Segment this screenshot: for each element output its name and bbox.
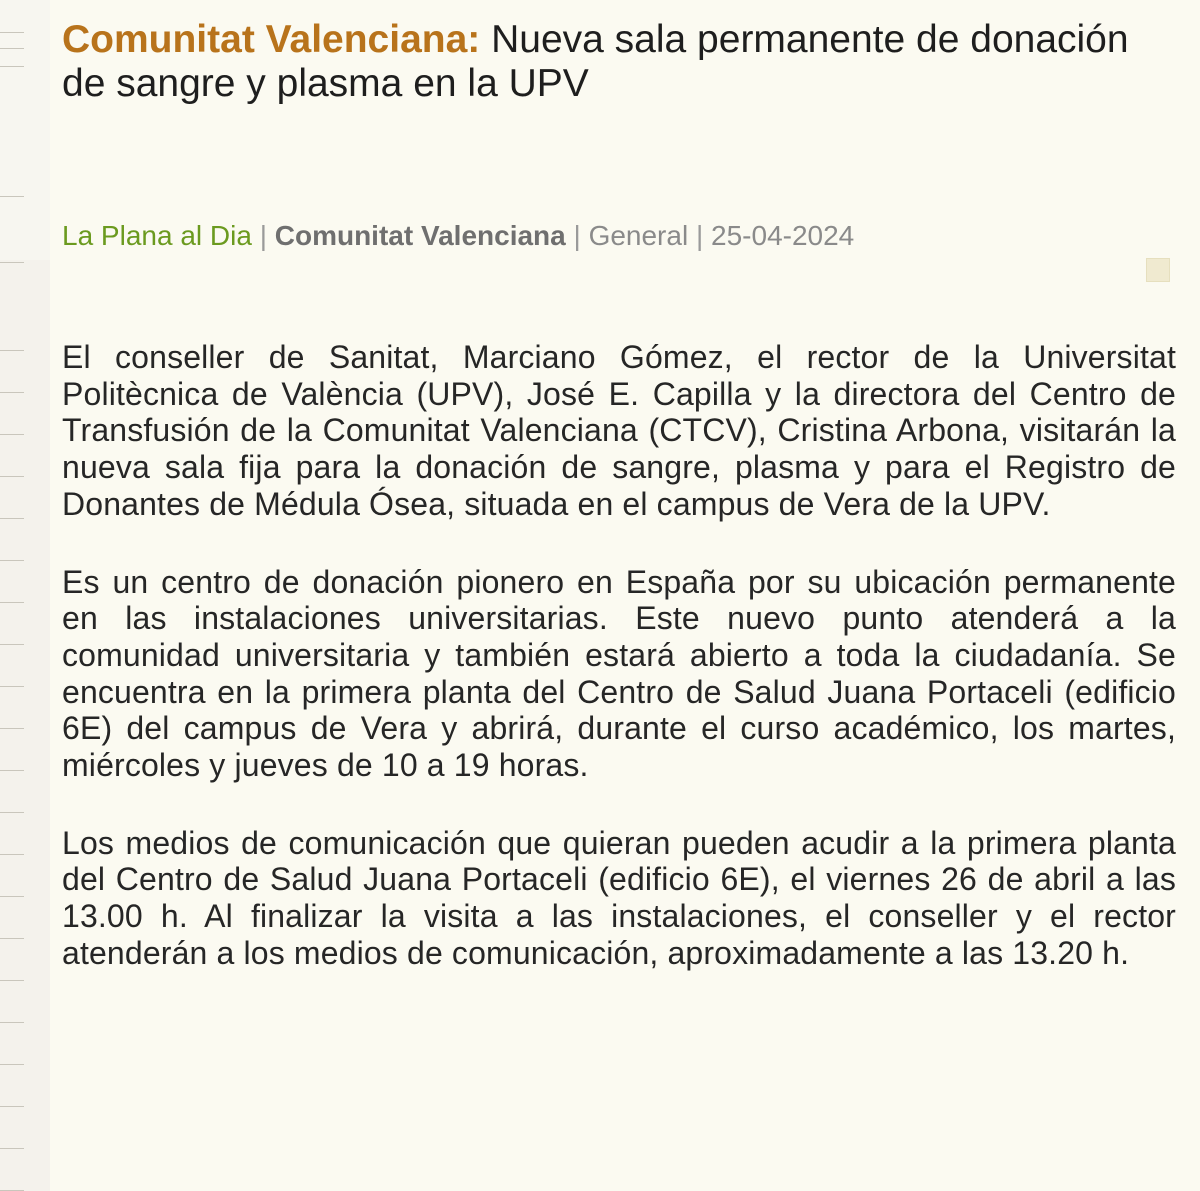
article-meta	[62, 218, 854, 254]
rail-tick	[0, 728, 24, 729]
rail-tick	[0, 1064, 24, 1065]
article-body	[62, 339, 1176, 1013]
rail-tick	[0, 980, 24, 981]
rail-tick	[0, 1106, 24, 1107]
rail-tick	[0, 518, 24, 519]
rail-tick	[0, 812, 24, 813]
rail-tick	[0, 196, 24, 197]
paragraph: Es un centro de donación pionero en España por su ubicación permanente en las instalaciones universitarias. Este nuevo punto atenderá a la comunidad universitaria y también estará abierto a toda la ciudadanía. Se encuentra en la primera planta del Centro de Salud Juana Portaceli (edificio 6E) del campus de Vera y abrirá, durante el curso académico, los martes, miércoles y jueves de 10 a 19 horas.	[62, 563, 1176, 784]
rail-tick	[0, 770, 24, 771]
headline-title: Nueva sala permanente de donación de sangre y plasma en la UPV	[62, 18, 1129, 105]
rail-tick	[0, 938, 24, 939]
article	[50, 0, 1200, 1191]
meta-separator: |	[695, 220, 704, 251]
rail-tick	[0, 854, 24, 855]
category-link[interactable]: Comunitat Valenciana	[274, 220, 566, 251]
headline	[62, 18, 1182, 106]
rail-tick	[0, 560, 24, 561]
rail-tick	[0, 66, 24, 67]
rail-tick	[0, 1148, 24, 1149]
paragraph: Los medios de comunicación que quieran pueden acudir a la primera planta del Centro de Salud Juana Portaceli (edificio 6E), el viernes 26 de abril a las 13.00 h. Al finalizar la visita a las instalaciones, el conseller y el rector atenderán a los medios de comunicación, aproximadamente a las 13.20 h.	[62, 824, 1176, 971]
paragraph: El conseller de Sanitat, Marciano Gómez, el rector de la Universitat Politècnica de València (UPV), José E. Capilla y la directora del Centro de Transfusión de la Comunitat Valenciana (CTCV), Cristina Arbona, visitarán la nueva sala fija para la donación de sangre, plasma y para el Registro de Donantes de Médula Ósea, situada en el campus de Vera de la UPV.	[62, 339, 1176, 522]
rail-tick	[0, 434, 24, 435]
rail-tick	[0, 476, 24, 477]
meta-separator: |	[259, 220, 267, 251]
source-link[interactable]: La Plana al Dia	[62, 220, 252, 251]
corner-widget-icon	[1146, 258, 1170, 282]
sidebar-panel	[0, 0, 50, 260]
rail-tick	[0, 896, 24, 897]
rail-tick	[0, 686, 24, 687]
left-sidebar-rail	[0, 0, 51, 1191]
headline-region-link[interactable]: Comunitat Valenciana:	[62, 18, 481, 61]
rail-tick	[0, 1022, 24, 1023]
publish-date: 25-04-2024	[711, 220, 855, 251]
meta-separator: |	[573, 220, 581, 251]
rail-tick	[0, 32, 24, 33]
rail-tick	[0, 602, 24, 603]
rail-tick	[0, 392, 24, 393]
rail-tick	[0, 350, 24, 351]
rail-tick	[0, 262, 24, 263]
rail-tick	[0, 48, 24, 49]
rail-tick	[0, 644, 24, 645]
section-label: General	[588, 220, 689, 251]
